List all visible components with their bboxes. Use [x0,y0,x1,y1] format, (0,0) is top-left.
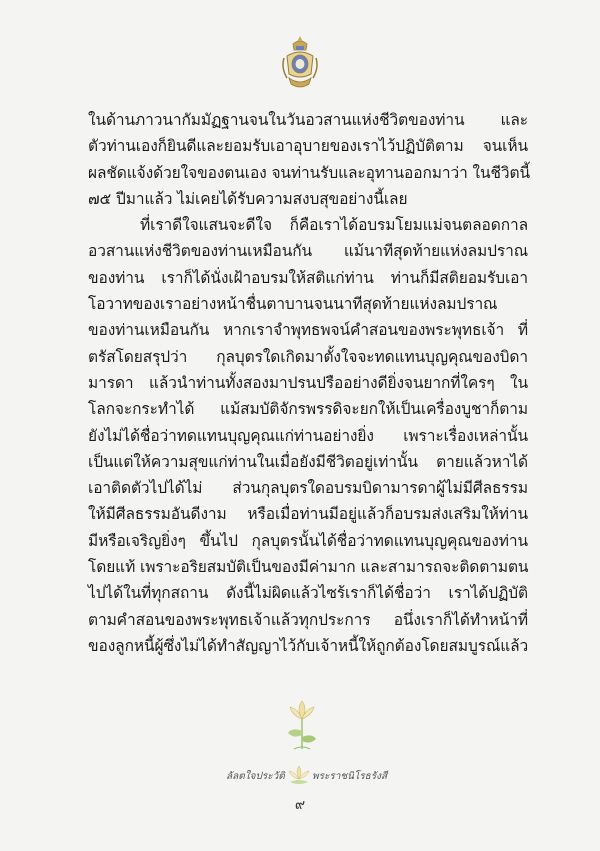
text-line: อวสานแห่งชีวิตของท่านเหมือนกัน แม้นาทีสุดท้ายแห่งลมปราณ [88,242,528,261]
text-line: ตรัสโดยสรุปว่า กุลบุตรใดเกิดมาตั้งใจจะทดแทนบุญคุณของบิดา [88,347,528,366]
small-lotus-icon [286,763,312,789]
text-line: ให้มีศีลธรรมอันดีงาม หรือเมื่อท่านมีอยู่แล้วก็อบรมส่งเสริมให้ท่าน [88,505,528,524]
footer-left-text: ลัลตใจประวัติ [226,771,285,782]
text-line: ในด้านภาวนากัมมัฏฐานจนในวันอวสานแห่งชีวิตของท่าน และ [88,111,528,129]
text-line: โลกจะกระทำได้ แม้สมบัติจักรพรรดิจะยกให้เป็นเครื่องบูชาก็ตาม [88,400,528,419]
text-line: ที่เราดีใจแสนจะดีใจ ก็คือเราได้อบรมโยมแม่จนตลอดกาล [140,216,528,235]
text-line: โอวาทของเราอย่างหน้าชื่นตาบานจนนาทีสุดท้ายแห่งลมปราณ [88,295,498,314]
lotus-flower-icon [282,697,322,755]
text-line: เป็นแต่ให้ความสุขแก่ท่านในเมื่อยังมีชีวิตอยู่เท่านั้น ตายแล้วหาได้ [88,452,528,471]
text-line: ผลชัดแจ้งด้วยใจของตนเอง จนท่านรับและอุทานออกมาว่า ในชีวิตนี้ [88,163,530,182]
text-line: ของท่านเหมือนกัน หากเราจำพุทธพจน์คำสอนของพระพุทธเจ้า ที่ [88,321,528,340]
text-line: มารดา แล้วนำท่านทั้งสองมาปรนปรืออย่างดียิ่งจนยากที่ใครๆ ใน [88,373,528,392]
text-line: ไปได้ในที่ทุกสถาน ดังนี้ไม่ผิดแล้วไซร้เราก็ได้ชื่อว่า เราได้ปฏิบัติ [88,584,528,603]
text-line: โดยแท้ เพราะอริยสมบัติเป็นของมีค่ามาก และสามารถจะติดตามตน [88,558,529,577]
text-line: ตัวท่านเองก็ยินดีและยอมรับเอาอุบายของเราไว้ปฏิบัติตาม จนเห็น [88,137,528,156]
text-line: ยังไม่ได้ชื่อว่าทดแทนบุญคุณแก่ท่านอย่างยิ่ง เพราะเรื่องเหล่านั้น [88,426,528,445]
text-line: ตามคำสอนของพระพุทธเจ้าแล้วทุกประการ อนึ่งเราก็ได้ทำหน้าที่ [88,610,528,629]
text-line: ของท่าน เราก็ได้นั่งเฝ้าอบรมให้สติแก่ท่าน ท่านก็มีสติยอมรับเอา [88,268,528,287]
page-footer [200,763,400,791]
body-text [88,107,528,659]
text-line: ของลูกหนี้ผู้ซึ่งไม่ได้ทำสัญญาไว้กับเจ้าหนี้ให้ถูกต้องโดยสมบูรณ์แล้ว [88,636,529,655]
footer-right-text: พระราชนิโรธรังสี [312,771,388,782]
text-line: มีหรือเจริญยิ่งๆ ขึ้นไป กุลบุตรนั้นได้ชื่อว่าทดแทนบุญคุณของท่าน [88,531,528,550]
text-line: เอาติดตัวไปได้ไม่ ส่วนกุลบุตรใดอบรมบิดามารดาผู้ไม่มีศีลธรรม [88,479,528,498]
royal-crest-icon [279,34,321,92]
text-line: ๗๕ ปีมาแล้ว ไม่เคยได้รับความสงบสุขอย่างนี้เลย [88,189,408,208]
page-number: ๙ [294,797,306,813]
